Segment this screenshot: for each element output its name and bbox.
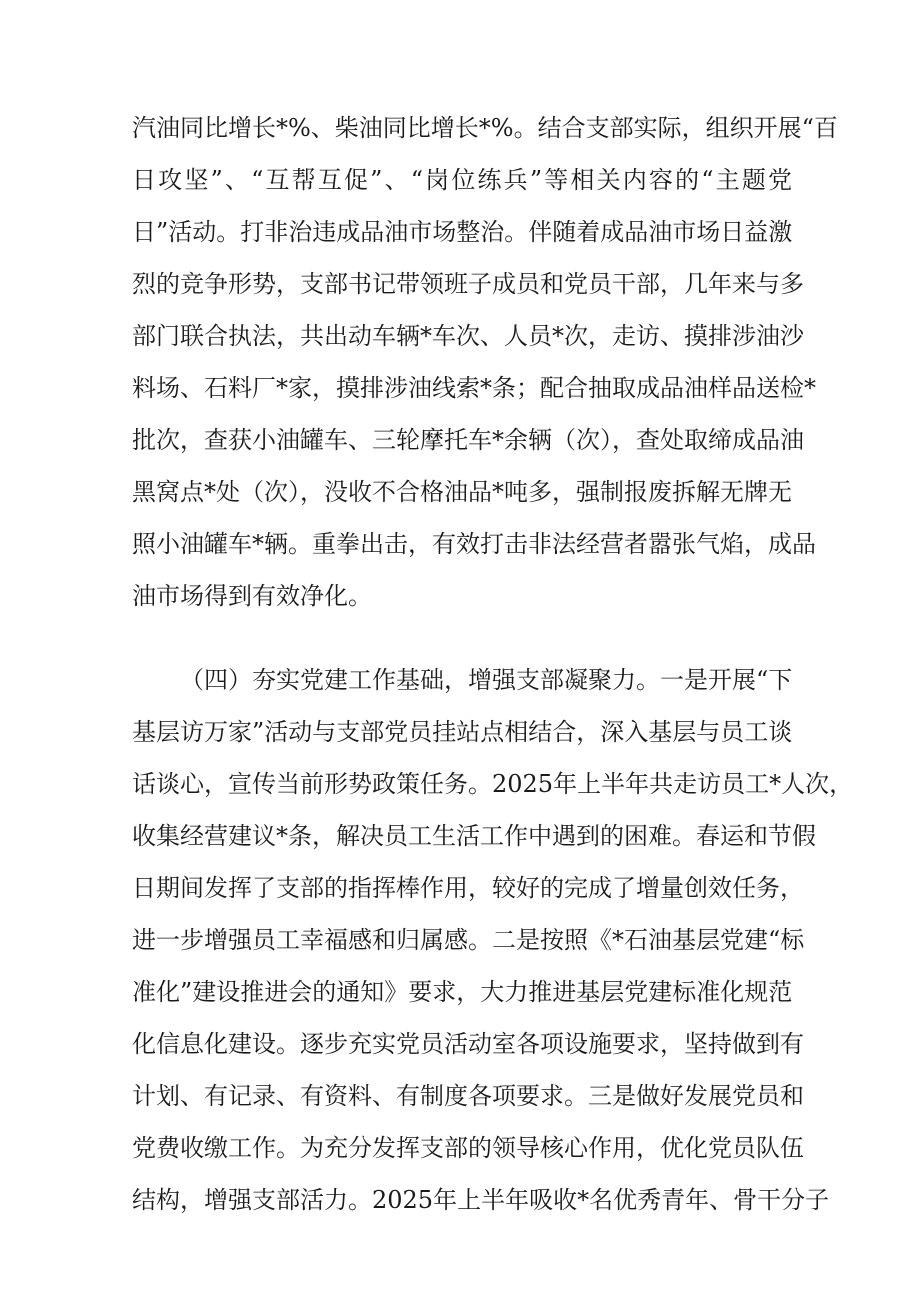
text-line <box>0 574 920 618</box>
line-text: 准化”建设推进会的通知》要求，大力推进基层党建标准化规范 <box>132 978 793 1006</box>
text-line <box>0 418 920 462</box>
text-line <box>0 1126 920 1170</box>
line-text: （四）夯实党建工作基础，增强支部凝聚力。一是开展“下 <box>180 666 793 694</box>
text-line <box>0 970 920 1014</box>
line-text: 批次，查获小油罐车、三轮摩托车*余辆（次），查处取缔成品油 <box>132 426 804 454</box>
text-line <box>0 262 920 306</box>
line-text: 收集经营建议*条，解决员工生活工作中遇到的困难。春运和节假 <box>132 822 816 850</box>
line-text: 计划、有记录、有资料、有制度各项要求。三是做好发展党员和 <box>132 1082 804 1110</box>
line-text: 日”活动。打非治违成品油市场整治。伴随着成品油市场日益激 <box>132 218 793 246</box>
line-text: 黑窝点*处（次），没收不合格油品*吨多，强制报废拆解无牌无 <box>132 478 792 506</box>
text-line <box>0 470 920 514</box>
text-line <box>0 1074 920 1118</box>
text-line <box>0 918 920 962</box>
line-text: 进一步增强员工幸福感和归属感。二是按照《*石油基层党建“标 <box>132 926 805 954</box>
line-text: 油市场得到有效净化。 <box>132 582 372 610</box>
line-text: 部门联合执法，共出动车辆*车次、人员*次，走访、摸排涉油沙 <box>132 322 804 350</box>
text-line <box>0 522 920 566</box>
line-text: 党费收缴工作。为充分发挥支部的领导核心作用，优化党员队伍 <box>132 1134 804 1162</box>
line-text: 照小油罐车*辆。重拳出击，有效打击非法经营者嚣张气焰，成品 <box>132 530 816 558</box>
line-text: 基层访万家”活动与支部党员挂站点相结合，深入基层与员工谈 <box>132 718 793 746</box>
text-line <box>0 762 920 806</box>
text-line <box>0 814 920 858</box>
text-line <box>0 710 920 754</box>
line-text: 化信息化建设。逐步充实党员活动室各项设施要求，坚持做到有 <box>132 1030 804 1058</box>
line-text: 日期间发挥了支部的指挥棒作用，较好的完成了增量创效任务， <box>132 874 804 902</box>
line-text: 料场、石料厂*家，摸排涉油线索*条；配合抽取成品油样品送检* <box>132 374 816 402</box>
line-text: 结构，增强支部活力。2025年上半年吸收*名优秀青年、骨干分子 <box>132 1186 830 1214</box>
text-line <box>0 210 920 254</box>
line-text: 烈的竞争形势，支部书记带领班子成员和党员干部，几年来与多 <box>132 270 804 298</box>
text-line <box>0 106 920 150</box>
text-line <box>0 158 920 202</box>
text-line <box>0 314 920 358</box>
line-text: 日攻坚”、“互帮互促”、“岗位练兵”等相关内容的“主题党 <box>132 166 792 194</box>
text-line <box>0 1022 920 1066</box>
line-text: 汽油同比增长*%、柴油同比增长*%。结合支部实际，组织开展“百 <box>132 114 838 142</box>
text-line <box>0 1178 920 1222</box>
text-line <box>0 658 920 702</box>
text-line <box>0 866 920 910</box>
line-text: 话谈心，宣传当前形势政策任务。2025年上半年共走访员工*人次， <box>132 770 854 798</box>
text-line <box>0 366 920 410</box>
